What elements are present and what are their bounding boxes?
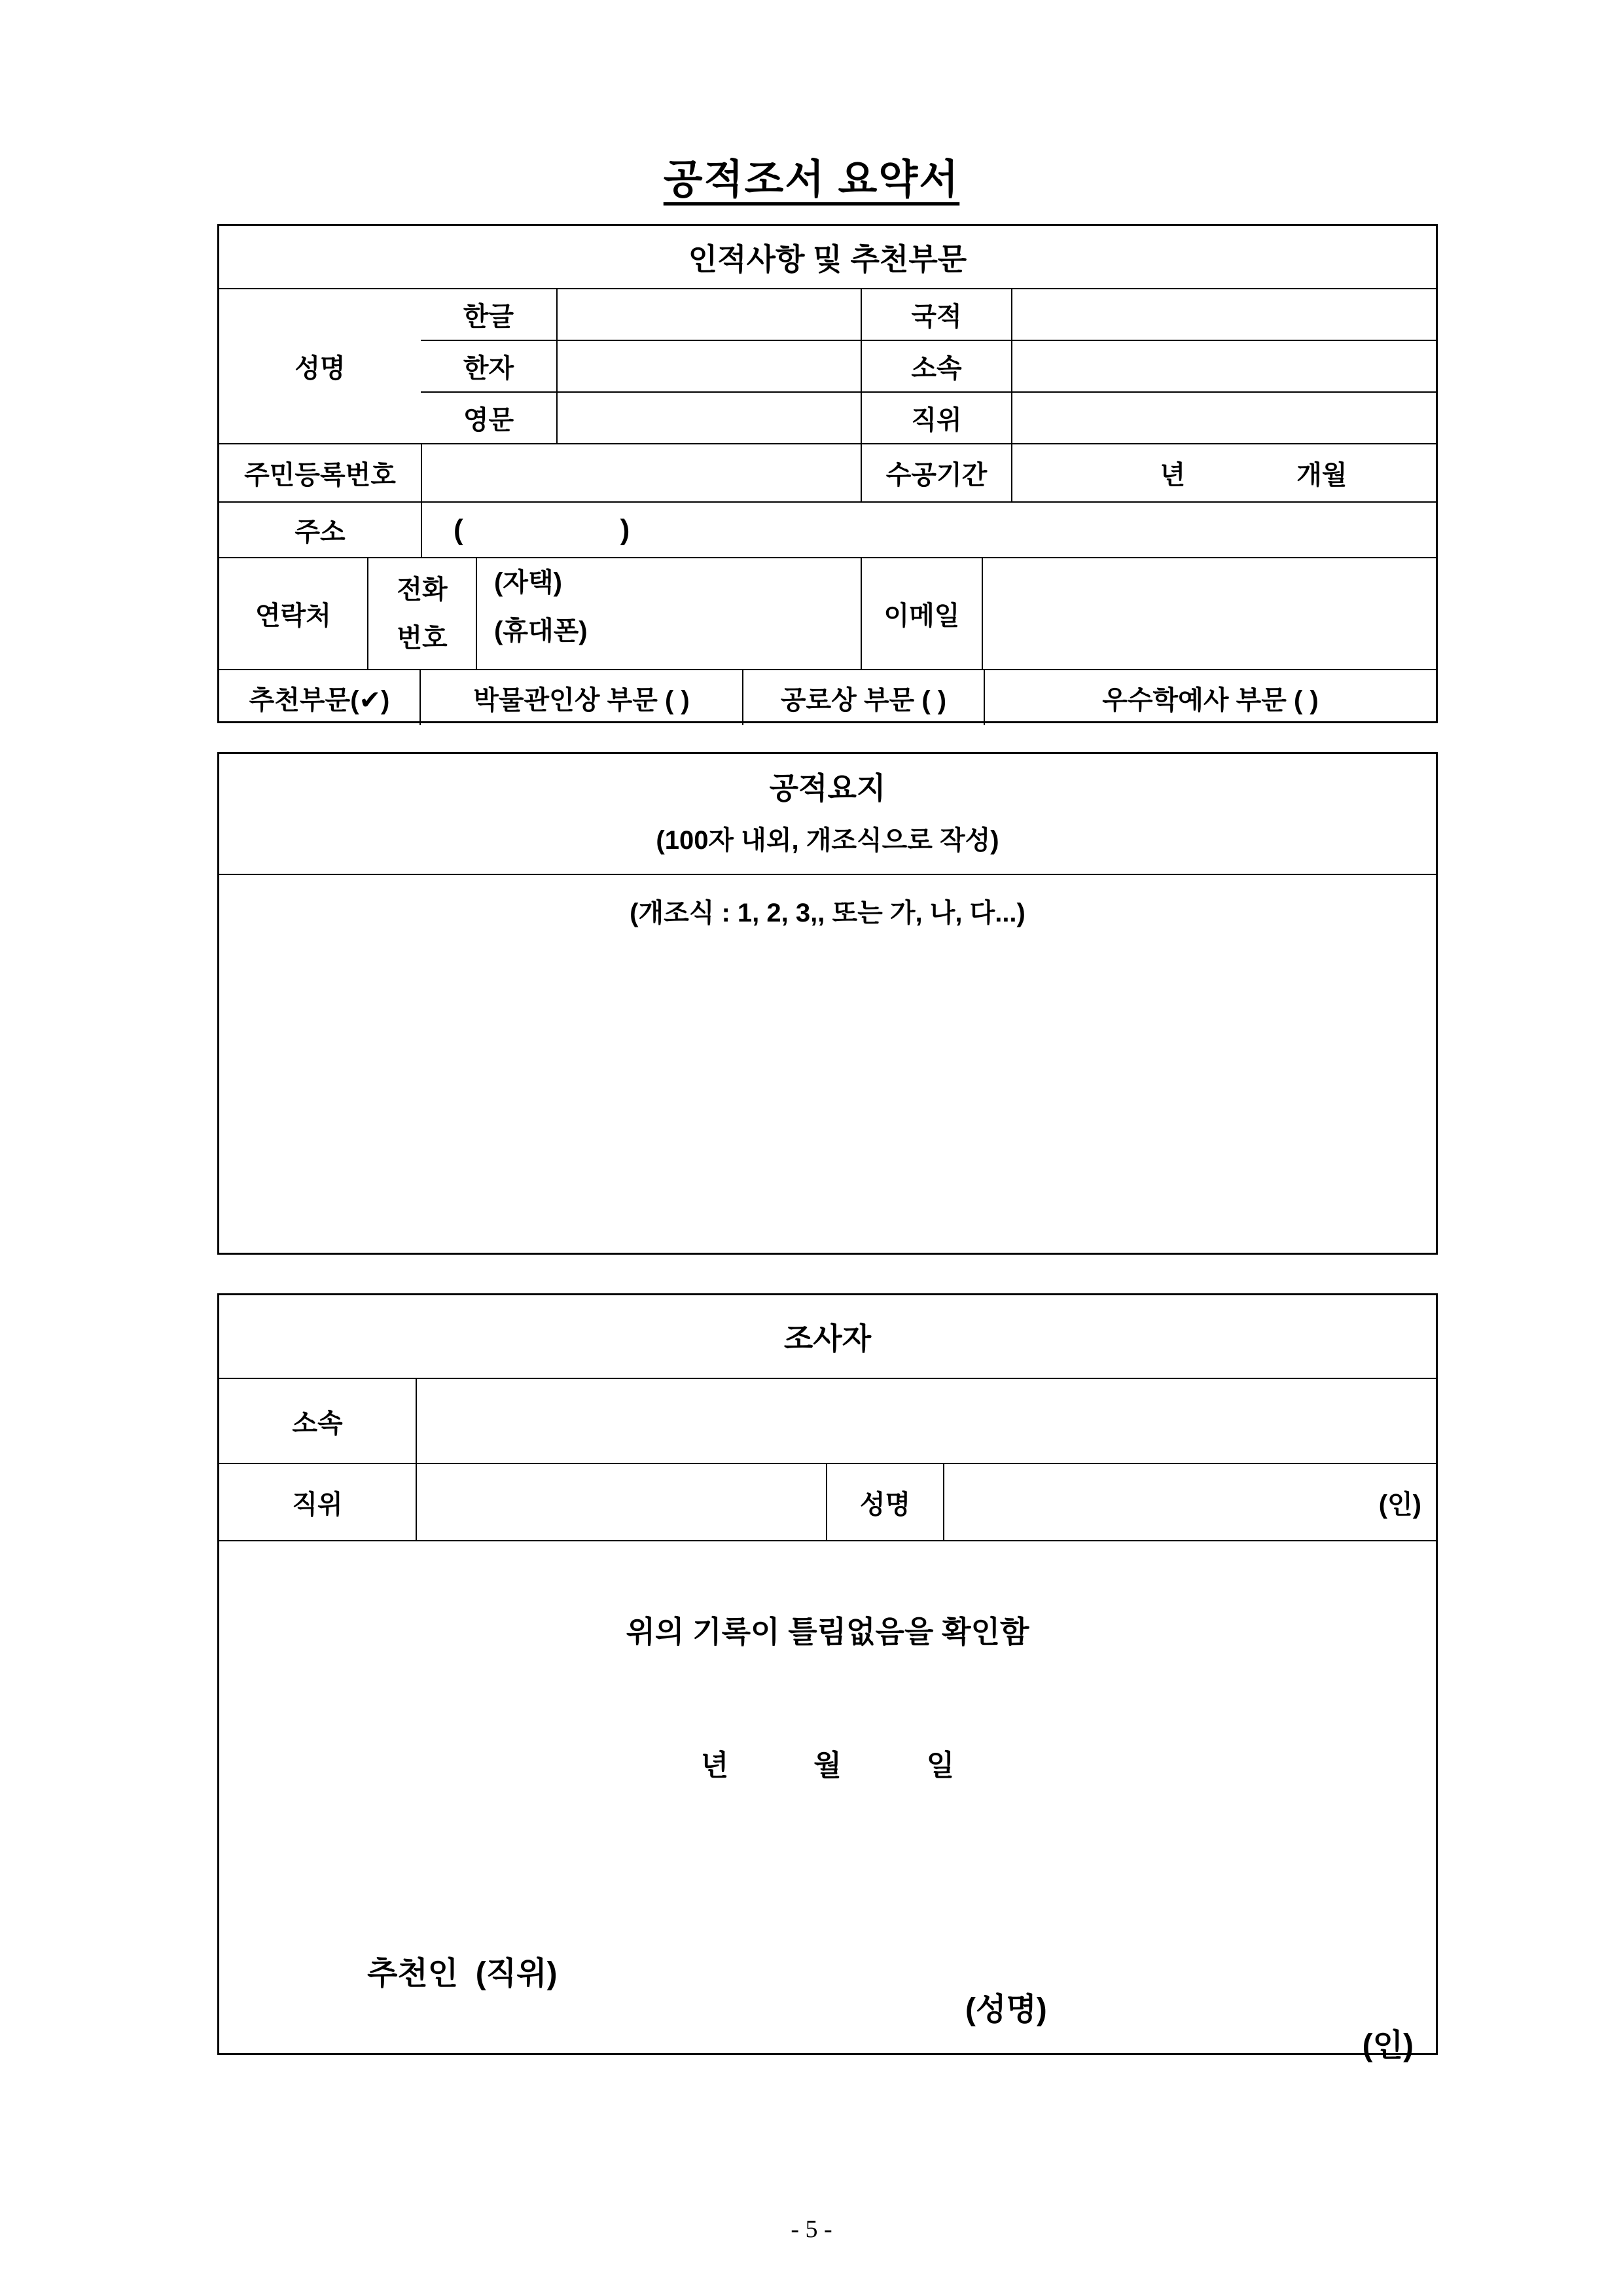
date-month-label: 월	[813, 1749, 842, 1782]
merit-title: 공적요지	[769, 770, 886, 805]
name-hanja-value	[556, 341, 861, 391]
email-value	[982, 558, 1436, 669]
contact-label: 연락처	[255, 601, 331, 630]
investigator-affiliation-label: 소속	[292, 1408, 343, 1438]
address-value	[421, 503, 1436, 557]
investigator-header: 조사자	[783, 1321, 872, 1355]
name-subrows	[421, 289, 1436, 443]
rrn-value	[421, 444, 861, 501]
investigator-name-label: 성명	[826, 1464, 943, 1540]
email-label: 이메일	[861, 558, 982, 669]
name-english-value	[556, 393, 861, 443]
page-number: - 5 -	[791, 2215, 832, 2243]
investigator-seal-label: (인)	[1378, 1490, 1421, 1519]
rrn-label: 주민등록번호	[244, 461, 396, 490]
category-option-museum-award: 박물관인상 부문 ( )	[419, 670, 742, 725]
recommender-position-label: 추천인 (직위)	[367, 1956, 558, 1991]
date-year-label: 년	[700, 1749, 729, 1782]
name-hangul-label: 한글	[463, 302, 514, 331]
merit-body	[219, 875, 1436, 929]
merit-table-header	[219, 754, 1436, 874]
category-option-curator-award: 우수학예사 부문 ( )	[984, 670, 1436, 725]
period-year-label: 년	[1160, 461, 1186, 490]
merit-body-hint: (개조식 : 1, 2, 3,, 또는 가, 나, 다...)	[630, 899, 1026, 927]
confirmation-cell	[219, 1541, 1436, 2063]
investigator-affiliation-value	[416, 1379, 1436, 1463]
category-label: 추천부문(✔)	[249, 685, 390, 715]
recommender-line	[219, 1912, 1436, 2063]
merit-subtitle: (100자 내외, 개조식으로 작성)	[656, 825, 999, 855]
personal-info-table	[217, 224, 1438, 723]
investigator-table	[217, 1293, 1438, 2063]
phone-values	[476, 558, 861, 669]
nationality-label: 국적	[861, 289, 1011, 340]
date-day-label: 일	[926, 1749, 955, 1782]
investigator-name-value	[943, 1464, 1436, 1540]
phone-label-line2: 번호	[397, 623, 448, 653]
name-label: 성명	[294, 354, 346, 383]
period-label: 수공기간	[861, 444, 1011, 501]
date-line	[219, 1742, 1436, 1784]
category-option-merit-award: 공로상 부문 ( )	[742, 670, 984, 725]
position-label: 직위	[861, 393, 1011, 443]
page-title	[0, 147, 1623, 205]
affiliation-label: 소속	[861, 341, 1011, 391]
confirmation-statement: 위의 기록이 틀림없음을 확인함	[626, 1615, 1029, 1649]
name-english-label: 영문	[463, 406, 514, 435]
period-month-label: 개월	[1296, 461, 1347, 490]
name-hangul-value	[556, 289, 861, 340]
recommender-seal-label: (인)	[1362, 2028, 1414, 2063]
affiliation-value	[1011, 341, 1436, 391]
page-title-text: 공적조서 요약서	[663, 157, 960, 202]
phone-label-line1: 전화	[397, 575, 448, 604]
phone-number-label	[367, 558, 476, 669]
phone-mobile-label: (휴대폰)	[494, 617, 588, 645]
personal-table-header: 인적사항 및 추천부문	[688, 242, 967, 276]
investigator-position-label: 직위	[292, 1490, 343, 1519]
name-hanja-label: 한자	[463, 354, 514, 383]
address-paren-open: (	[454, 513, 463, 546]
period-value	[1011, 444, 1436, 501]
phone-home-label: (자택)	[494, 568, 562, 597]
recommender-name-label: (성명)	[965, 1992, 1047, 2027]
address-label: 주소	[294, 518, 346, 547]
address-paren-close: )	[620, 513, 630, 546]
nationality-value	[1011, 289, 1436, 340]
merit-summary-table	[217, 752, 1438, 1255]
position-value	[1011, 393, 1436, 443]
investigator-position-value	[416, 1464, 826, 1540]
